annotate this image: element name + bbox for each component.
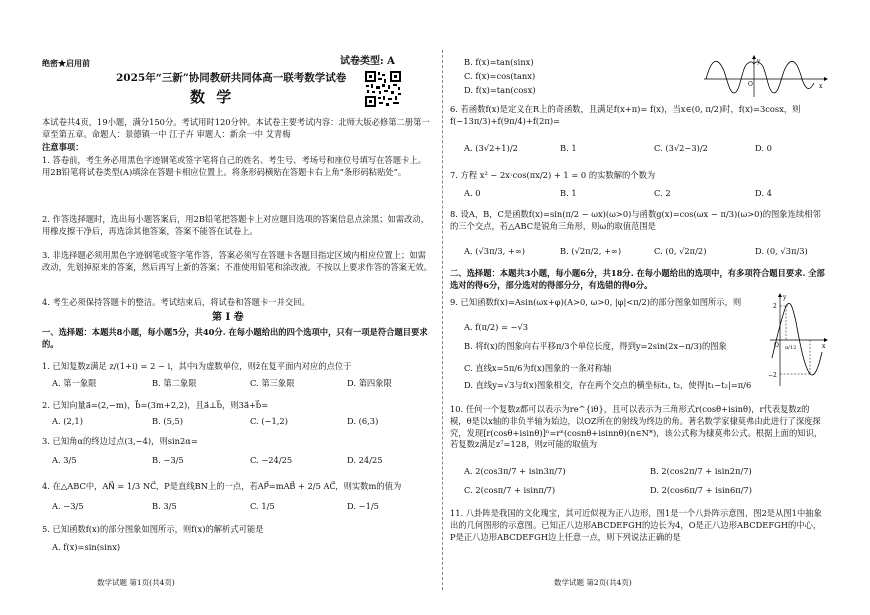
q4-option-a[interactable]: A. −3/5 <box>52 501 84 511</box>
q9-max-label: 2 <box>773 303 777 310</box>
q9-tick-label: π/12 <box>785 345 797 351</box>
q7-option-c[interactable]: C. 2 <box>654 188 671 198</box>
subject-title: 数 学 <box>190 88 235 106</box>
q10-option-d[interactable]: D. 2(cos6π/7 + isin6π/7) <box>650 485 753 495</box>
q5-y-label: y <box>757 58 761 65</box>
section-1-heading: 一、选择题：本题共8小题，每小题5分，共40分. 在每小题给出的四个选项中，只有一项是符合题目要求的。 <box>42 327 428 349</box>
page-1 <box>42 0 437 615</box>
q9-option-a[interactable]: A. f(π/2) = −√3 <box>464 322 529 332</box>
q5-option-d[interactable]: D. f(x)=tan(cosx) <box>464 85 536 95</box>
question-1: 1. 已知复数z满足 z/(1+i) = 2 − i，其中i为虚数单位，则z̄在复平面内对应的点位于 <box>42 361 352 371</box>
question-10: 10. 任何一个复数z都可以表示为re^{iθ}，且可以表示为三角形式r(cosθ+isinθ)，r代表复数z的模，θ是以x轴的非负半轴为始边，以OZ所在的射线为终边的角。著名数学家棣莫弗由此进行了深度探究，发现[r(cosθ+isinθ)]ⁿ=rⁿ(cosnθ+isinnθ)(n∈N*)，该公式称为棣莫弗公式。根据上面的知识，若复数z满足z⁷=128，则z可能的取值为 <box>450 404 823 450</box>
q6-option-a[interactable]: A. (3√2+1)/2 <box>464 143 518 153</box>
q5-origin-label: O <box>748 81 753 88</box>
section-2-heading: 二、选择题：本题共3小题，每小题6分，共18分. 在每小题给出的选项中，有多项符合题目要求. 全部选对的得6分，部分选对的得部分分，有选错的得0分。 <box>450 268 825 290</box>
q3-option-a[interactable]: A. 3/5 <box>52 455 77 465</box>
q2-option-a[interactable]: A. (2,1) <box>52 416 83 426</box>
notice-4: 4. 考生必须保持答题卡的整洁。考试结束后，将试卷和答题卡一并交回。 <box>42 297 310 307</box>
q7-option-a[interactable]: A. 0 <box>464 188 481 198</box>
q8-option-b[interactable]: B. (√2π/2, +∞) <box>560 246 622 256</box>
q7-option-b[interactable]: B. 1 <box>560 188 577 198</box>
q3-option-d[interactable]: D. 24/25 <box>347 455 383 465</box>
q9-curve <box>772 303 822 375</box>
q9-function-graph <box>766 292 828 388</box>
page-divider <box>442 50 444 590</box>
q10-option-b[interactable]: B. 2(cos2π/7 + isin2π/7) <box>650 466 752 476</box>
q9-option-c[interactable]: C. 直线x=5π/6为f(x)图象的一条对称轴 <box>464 363 612 373</box>
q10-option-c[interactable]: C. 2(cosπ/7 + isinπ/7) <box>464 485 556 495</box>
notice-1: 1. 答卷前，考生务必用黑色字迹钢笔或签字笔将自己的姓名、考生号、考场号和座位号填写在答题卡上。用2B铅笔将试卷类型(A)填涂在答题卡相应位置上。将条形码横贴在答题卡右上角“条形码粘贴处”。 <box>42 155 426 177</box>
qr-code-icon <box>364 70 402 108</box>
notice-3: 3. 非选择题必须用黑色字迹钢笔或签字笔作答，答案必须写在答题卡各题目指定区域内相应位置上；如需改动，先划掉原来的答案，然后再写上新的答案；不准使用铅笔和涂改液。不按以上要求作答的答案无效。 <box>42 250 432 272</box>
q5-curve <box>706 61 814 93</box>
q6-option-d[interactable]: D. 0 <box>755 143 772 153</box>
notice-heading: 注意事项： <box>42 142 84 152</box>
question-8: 8. 设A，B，C是函数f(x)=sin(π/2 − ωx)(ω>0)与函数g(x)=cos(ωx − π/3)(ω>0)的图象连续相邻的三个交点，若△ABC是锐角三角形，则ω的取值范围是 <box>450 209 821 231</box>
question-6: 6. 若函数f(x)是定义在R上的奇函数，且满足f(x+π)= f(x)，当x∈(0, π/2)时，f(x)=3cosx，则f(−13π/3)+f(9π/4)+f(2π)= <box>450 104 801 126</box>
q6-option-c[interactable]: C. (3√2−3)/2 <box>654 143 708 153</box>
question-2: 2. 已知向量a⃗=(2,−m)，b⃗=(3m+2,2)，且a⃗⊥b⃗，则3a⃗+b⃗= <box>42 400 269 410</box>
q1-option-d[interactable]: D. 第四象限 <box>347 378 392 388</box>
exam-title: 2025年“三新”协同教研共同体高一联考数学试卷 <box>116 72 347 84</box>
page-2 <box>450 0 828 615</box>
question-11: 11. 八卦阵是我国的文化瑰宝，其可近似视为正八边形，图1是一个八卦阵示意图，图2是从图1中抽象出的几何图形的示意图。已知正八边形ABCDEFGH的边长为4，O是正八边形ABCDEFGH的中心，P是正八边形ABCDEFGH边上任意一点，则下列说法正确的是 <box>450 508 822 542</box>
q2-option-d[interactable]: D. (6,3) <box>347 416 379 426</box>
q8-option-d[interactable]: D. (0, √3π/3) <box>755 246 808 256</box>
question-3: 3. 已知角α的终边过点(3,−4)，则sin2α= <box>42 436 198 446</box>
secret-tag: 绝密★启用前 <box>42 58 90 68</box>
q3-option-c[interactable]: C. −24/25 <box>250 455 293 465</box>
q9-option-b[interactable]: B. 将f(x)的图象向右平移π/3个单位长度，得到y=2sin(2x−π/3)的图象 <box>464 341 727 351</box>
q4-option-b[interactable]: B. 3/5 <box>152 501 177 511</box>
q9-option-d[interactable]: D. 直线y=√3与f(x)图象相交，存在两个交点的横坐标t₁, t₂，使得|t₁−t₂|=π/6 <box>464 380 752 390</box>
q5-option-b[interactable]: B. f(x)=tan(sinx) <box>464 57 534 67</box>
q8-option-c[interactable]: C. (0, √2π/2) <box>654 246 707 256</box>
q1-option-a[interactable]: A. 第一象限 <box>52 378 97 388</box>
volume-title: 第 Ⅰ 卷 <box>212 312 244 323</box>
q9-y-label: y <box>783 294 787 301</box>
q8-option-a[interactable]: A. (√3π/3, +∞) <box>464 246 525 256</box>
q1-option-c[interactable]: C. 第三象限 <box>250 378 295 388</box>
question-9: 9. 已知函数f(x)=Asin(ωx+φ)(A>0, ω>0, |φ|<π/2)的部分图象如图所示，则 <box>450 297 742 307</box>
q4-option-d[interactable]: D. −1/5 <box>347 501 379 511</box>
page-1-footer: 数学试题 第1页(共4页) <box>97 578 175 587</box>
q7-option-d[interactable]: D. 4 <box>755 188 772 198</box>
notice-2: 2. 作答选择题时，选出每小题答案后，用2B铅笔把答题卡上对应题目选项的答案信息点涂黑；如需改动，用橡皮擦干净后，再选涂其他答案，答案不能答在试卷上。 <box>42 214 429 236</box>
question-4: 4. 在△ABC中，AN⃗ = 1/3 NC⃗，P是直线BN上的一点，若AP⃗=mAB⃗ + 2/5 AC⃗，则实数m的值为 <box>42 481 402 491</box>
question-7: 7. 方程 x² − 2x·cos(πx/2) + 1 = 0 的实数解的个数为 <box>450 170 656 180</box>
q10-option-a[interactable]: A. 2(cos3π/7 + isin3π/7) <box>464 466 566 476</box>
q5-x-label: x <box>819 83 823 90</box>
q4-option-c[interactable]: C. 1/5 <box>250 501 275 511</box>
q5-function-graph <box>702 55 828 99</box>
intro-text: 本试卷共4页，19小题，满分150分。考试用时120分钟。本试卷主要考试内容：北师大版必修第二册第一章至第五章。命题人：景德镇一中 江子卉 审题人：新余一中 艾青梅 <box>42 117 430 139</box>
q3-option-b[interactable]: B. −3/5 <box>152 455 184 465</box>
q9-x-label: x <box>822 343 826 350</box>
q2-option-b[interactable]: B. (5,5) <box>152 416 184 426</box>
q2-option-c[interactable]: C. (−1,2) <box>250 416 288 426</box>
q9-origin-label: O <box>774 342 779 349</box>
q9-min-label: −2 <box>768 372 777 379</box>
exam-type: 试卷类型: A <box>340 56 395 67</box>
q6-option-b[interactable]: B. 1 <box>560 143 577 153</box>
q5-option-c[interactable]: C. f(x)=cos(tanx) <box>464 71 536 81</box>
q1-option-b[interactable]: B. 第二象限 <box>152 378 197 388</box>
page-2-footer: 数学试题 第2页(共4页) <box>554 578 632 587</box>
q5-option-a[interactable]: A. f(x)=sin(sinx) <box>52 542 121 552</box>
question-5: 5. 已知函数f(x)的部分图象如图所示，则f(x)的解析式可能是 <box>42 524 264 534</box>
